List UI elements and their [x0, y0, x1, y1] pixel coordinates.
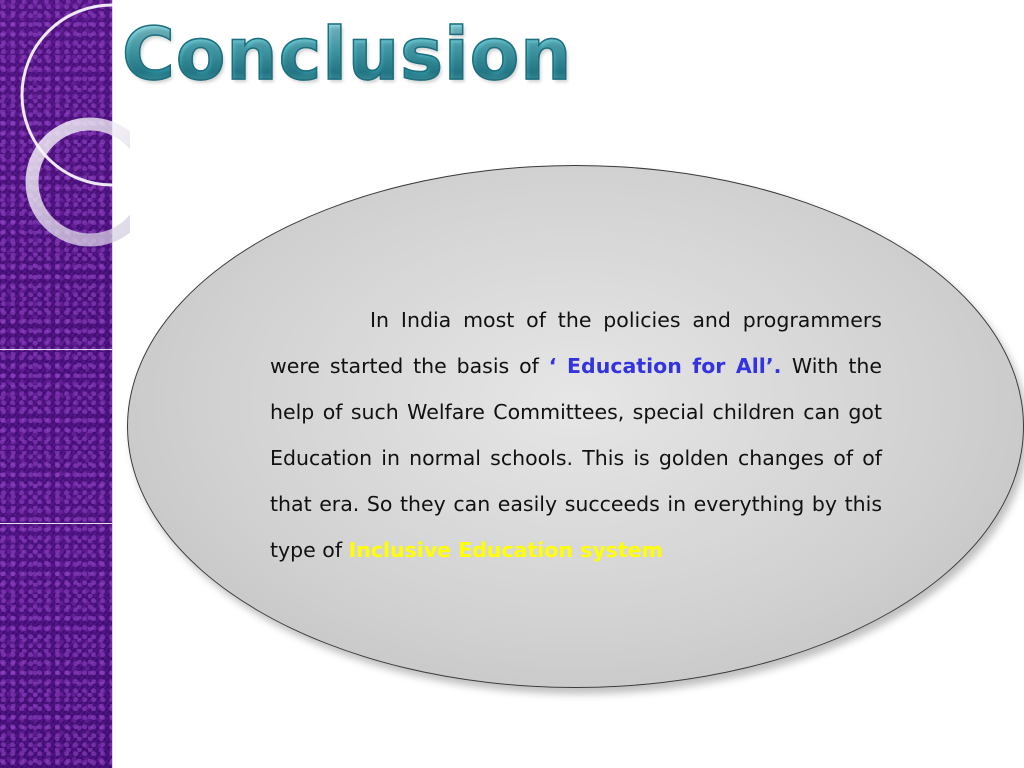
slide-title: Conclusion — [122, 12, 573, 96]
sidebar-divider — [0, 523, 112, 524]
sidebar-texture — [0, 0, 113, 768]
paragraph-text-part1: In India most of the policies and programmers were started the basis of — [270, 308, 882, 378]
quote-open: ‘ — [548, 354, 568, 378]
paragraph-text-part2: With the help of such Welfare Committees, special children can got Education in normal schools. This is golden changes of of that era. So they can easily succeeds in everything by this type of — [270, 354, 882, 562]
sidebar-divider — [0, 349, 112, 350]
inclusive-education-highlight: Inclusive Education system — [348, 538, 663, 562]
education-for-all-highlight: Education for All — [567, 354, 766, 378]
quote-close: ’. — [765, 354, 792, 378]
conclusion-paragraph — [270, 297, 882, 573]
